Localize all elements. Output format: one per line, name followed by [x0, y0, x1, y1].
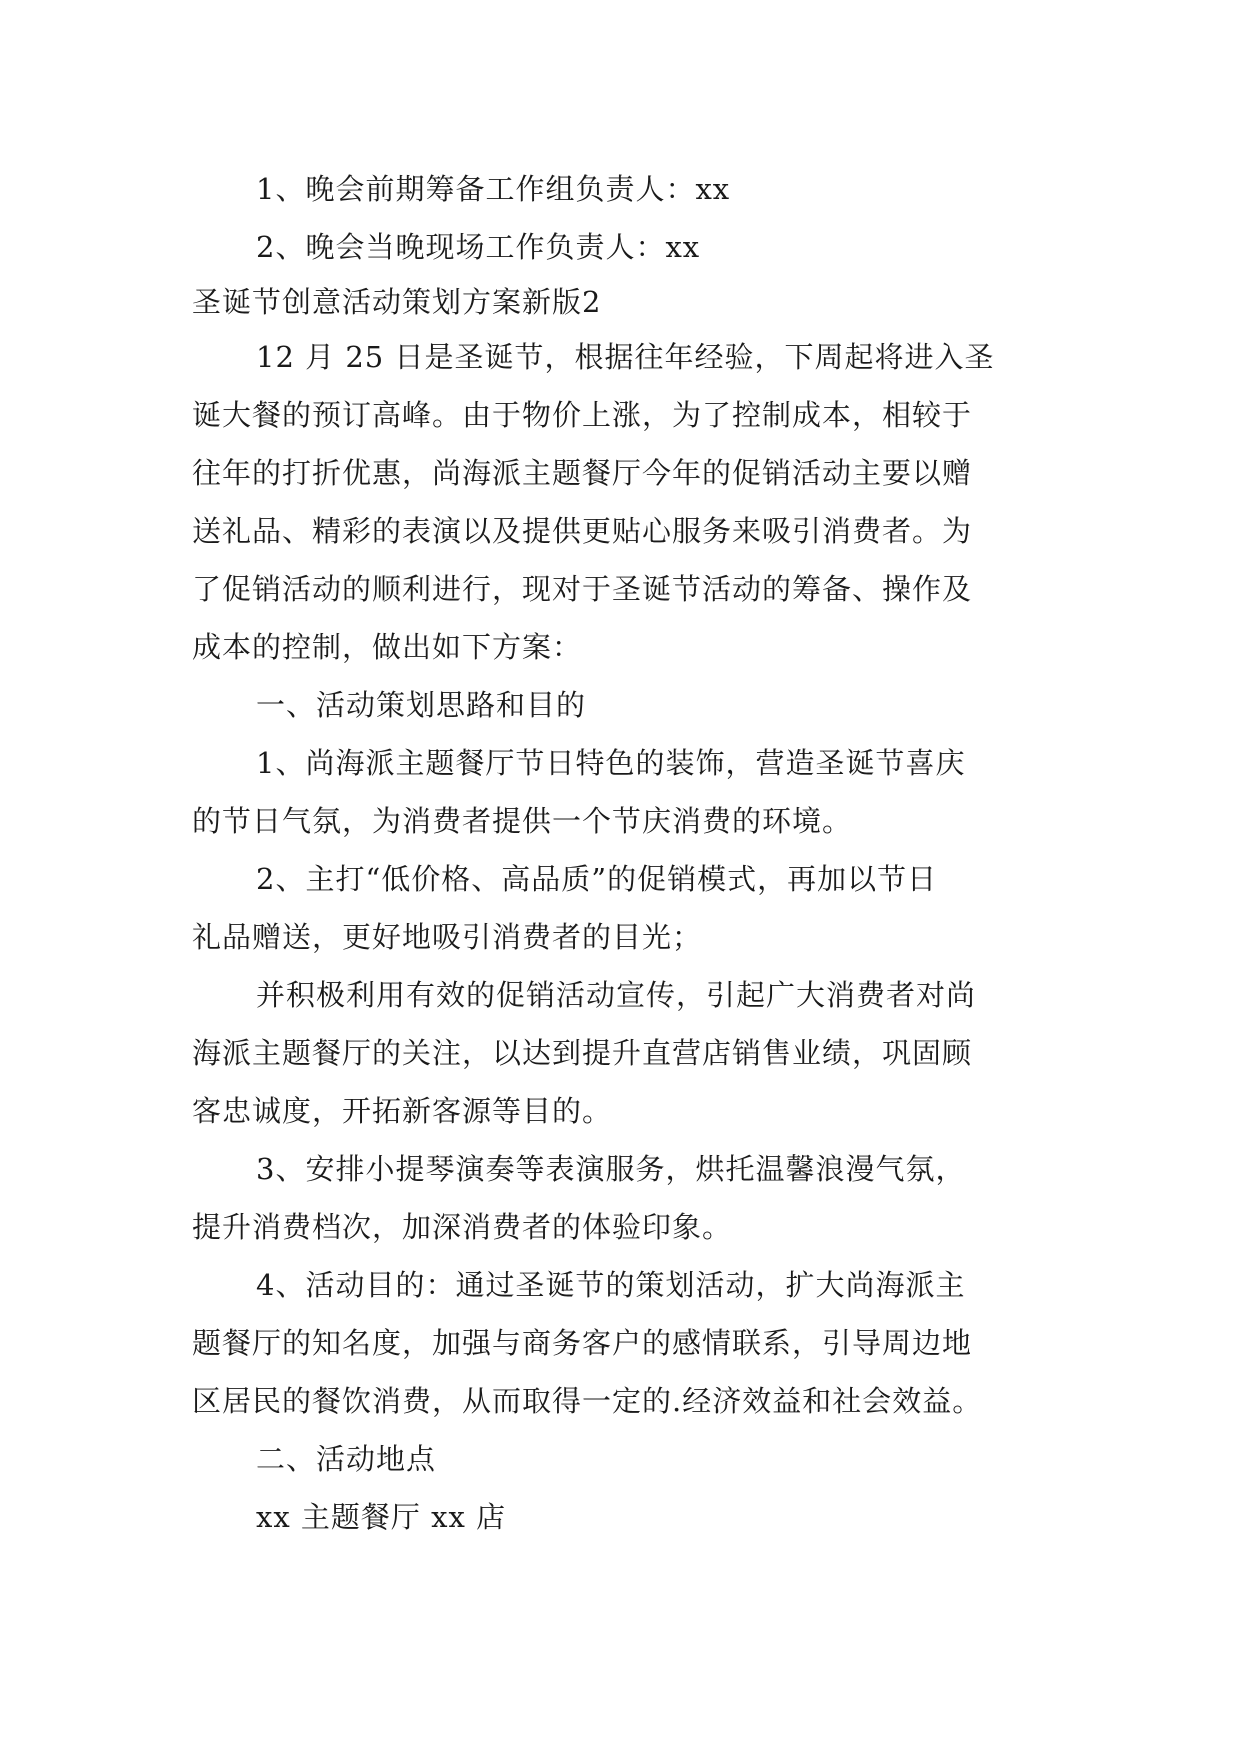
paragraph-line: xx 主题餐厅 xx 店 [256, 1500, 507, 1534]
section-heading: 二、活动地点 [256, 1442, 437, 1476]
document-page [192, 160, 1062, 1546]
paragraph-line: 区居民的餐饮消费，从而取得一定的.经济效益和社会效益。 [192, 1384, 983, 1418]
paragraph-line: 往年的打折优惠，尚海派主题餐厅今年的促销活动主要以赠 [192, 456, 973, 490]
section-heading: 一、活动策划思路和目的 [256, 688, 587, 722]
paragraph-line: 提升消费档次，加深消费者的体验印象。 [192, 1210, 733, 1244]
paragraph-line: 礼品赠送，更好地吸引消费者的目光； [192, 920, 703, 954]
paragraph-line: 2、主打“低价格、高品质”的促销模式，再加以节日 [256, 862, 938, 896]
paragraph-line: 1、晚会前期筹备工作组负责人：xx [256, 172, 731, 206]
paragraph-line: 的节日气氛，为消费者提供一个节庆消费的环境。 [192, 804, 853, 838]
paragraph-line: 1、尚海派主题餐厅节日特色的装饰，营造圣诞节喜庆 [256, 746, 966, 780]
paragraph-line: 了促销活动的顺利进行，现对于圣诞节活动的筹备、操作及 [192, 572, 973, 606]
paragraph-line: 客忠诚度，开拓新客源等目的。 [192, 1094, 613, 1128]
paragraph-line: 12 月 25 日是圣诞节，根据往年经验，下周起将进入圣 [256, 340, 995, 374]
paragraph-line: 4、活动目的：通过圣诞节的策划活动，扩大尚海派主 [256, 1268, 966, 1302]
paragraph-line: 送礼品、精彩的表演以及提供更贴心服务来吸引消费者。为 [192, 514, 973, 548]
paragraph-line: 题餐厅的知名度，加强与商务客户的感情联系，引导周边地 [192, 1326, 973, 1360]
paragraph-line: 海派主题餐厅的关注，以达到提升直营店销售业绩，巩固顾 [192, 1036, 973, 1070]
paragraph-line: 诞大餐的预订高峰。由于物价上涨，为了控制成本，相较于 [192, 398, 973, 432]
paragraph-line: 并积极利用有效的促销活动宣传，引起广大消费者对尚 [256, 978, 977, 1012]
section-title: 圣诞节创意活动策划方案新版2 [192, 285, 602, 319]
paragraph-line: 2、晚会当晚现场工作负责人：xx [256, 230, 701, 264]
paragraph-line: 成本的控制，做出如下方案： [192, 630, 583, 664]
paragraph-line: 3、安排小提琴演奏等表演服务，烘托温馨浪漫气氛， [256, 1152, 966, 1186]
